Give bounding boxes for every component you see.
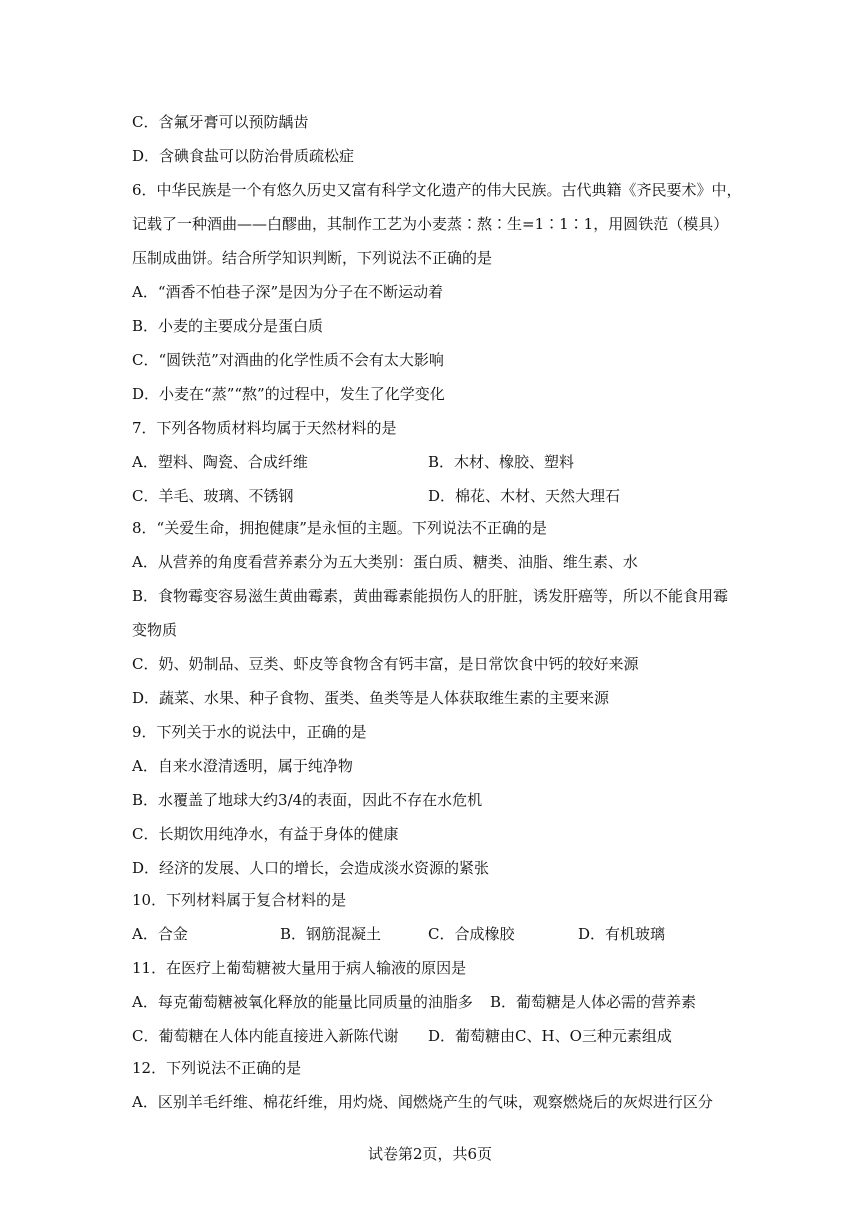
q7-option-a: A．塑料、陶瓷、合成纤维 [132, 453, 308, 471]
q11-options-row-2 [132, 1026, 732, 1046]
q7-options-row-1 [132, 452, 732, 472]
q9-option-b: B．水覆盖了地球大约3/4的表面，因此不存在水危机 [132, 791, 483, 809]
q8-option-b-line-1: B．食物霉变容易滋生黄曲霉素，黄曲霉素能损伤人的肝脏，诱发肝癌等，所以不能食用霉 [132, 587, 729, 605]
q9-option-c: C．长期饮用纯净水，有益于身体的健康 [132, 825, 399, 843]
q8-stem: 8．“关爱生命，拥抱健康”是永恒的主题。下列说法不正确的是 [132, 519, 547, 537]
q7-options-row-2 [132, 486, 732, 506]
q10-option-b: B．钢筋混凝土 [280, 925, 382, 943]
q8-option-d: D．蔬菜、水果、种子食物、蛋类、鱼类等是人体获取维生素的主要来源 [132, 689, 610, 707]
q11-option-b: B．葡萄糖是人体必需的营养素 [490, 993, 697, 1011]
q6-stem-line-2: 记载了一种酒曲——白醪曲，其制作工艺为小麦蒸∶熬∶生=1∶1∶1，用圆铁范（模具） [132, 215, 729, 233]
q7-option-d: D．棉花、木材、天然大理石 [428, 487, 621, 505]
q11-option-d: D．葡萄糖由C、H、O三种元素组成 [428, 1027, 672, 1045]
q6-stem-line-3: 压制成曲饼。结合所学知识判断，下列说法不正确的是 [132, 249, 493, 267]
q10-stem: 10．下列材料属于复合材料的是 [132, 891, 347, 909]
q5-option-d: D．含碘食盐可以防治骨质疏松症 [132, 147, 355, 165]
q6-stem-line-1: 6．中华民族是一个有悠久历史又富有科学文化遗产的伟大民族。古代典籍《齐民要术》中， [132, 181, 742, 199]
q12-option-a: A．区别羊毛纤维、棉花纤维，用灼烧、闻燃烧产生的气味，观察燃烧后的灰烬进行区分 [132, 1093, 713, 1111]
q8-option-c: C．奶、奶制品、豆类、虾皮等食物含有钙丰富，是日常饮食中钙的较好来源 [132, 655, 639, 673]
q8-option-a: A．从营养的角度看营养素分为五大类别：蛋白质、糖类、油脂、维生素、水 [132, 553, 638, 571]
q6-option-a: A．“酒香不怕巷子深”是因为分子在不断运动着 [132, 283, 444, 301]
q9-option-d: D．经济的发展、人口的增长，会造成淡水资源的紧张 [132, 859, 490, 877]
page-footer: 试卷第2页，共6页 [367, 1145, 493, 1163]
q9-option-a: A．自来水澄清透明，属于纯净物 [132, 757, 353, 775]
q11-options-row-1 [132, 992, 732, 1012]
q12-stem: 12．下列说法不正确的是 [132, 1059, 302, 1077]
q11-stem: 11．在医疗上葡萄糖被大量用于病人输液的原因是 [132, 959, 467, 977]
q10-option-c: C．合成橡胶 [428, 925, 515, 943]
q11-option-a: A．每克葡萄糖被氧化释放的能量比同质量的油脂多 [132, 993, 473, 1011]
q5-option-c: C．含氟牙膏可以预防龋齿 [132, 113, 309, 131]
q6-option-c: C．“圆铁范”对酒曲的化学性质不会有太大影响 [132, 351, 444, 369]
q10-option-d: D．有机玻璃 [578, 925, 666, 943]
q8-option-b-line-2: 变物质 [132, 621, 178, 639]
q10-options-row [132, 924, 732, 944]
q7-stem: 7．下列各物质材料均属于天然材料的是 [132, 419, 397, 437]
q7-option-c: C．羊毛、玻璃、不锈钢 [132, 487, 294, 505]
q6-option-d: D．小麦在“蒸”“熬”的过程中，发生了化学变化 [132, 385, 445, 403]
q9-stem: 9．下列关于水的说法中，正确的是 [132, 723, 367, 741]
q7-option-b: B．木材、橡胶、塑料 [428, 453, 575, 471]
q11-option-c: C．葡萄糖在人体内能直接进入新陈代谢 [132, 1027, 399, 1045]
q6-option-b: B．小麦的主要成分是蛋白质 [132, 317, 324, 335]
q10-option-a: A．合金 [132, 925, 188, 943]
